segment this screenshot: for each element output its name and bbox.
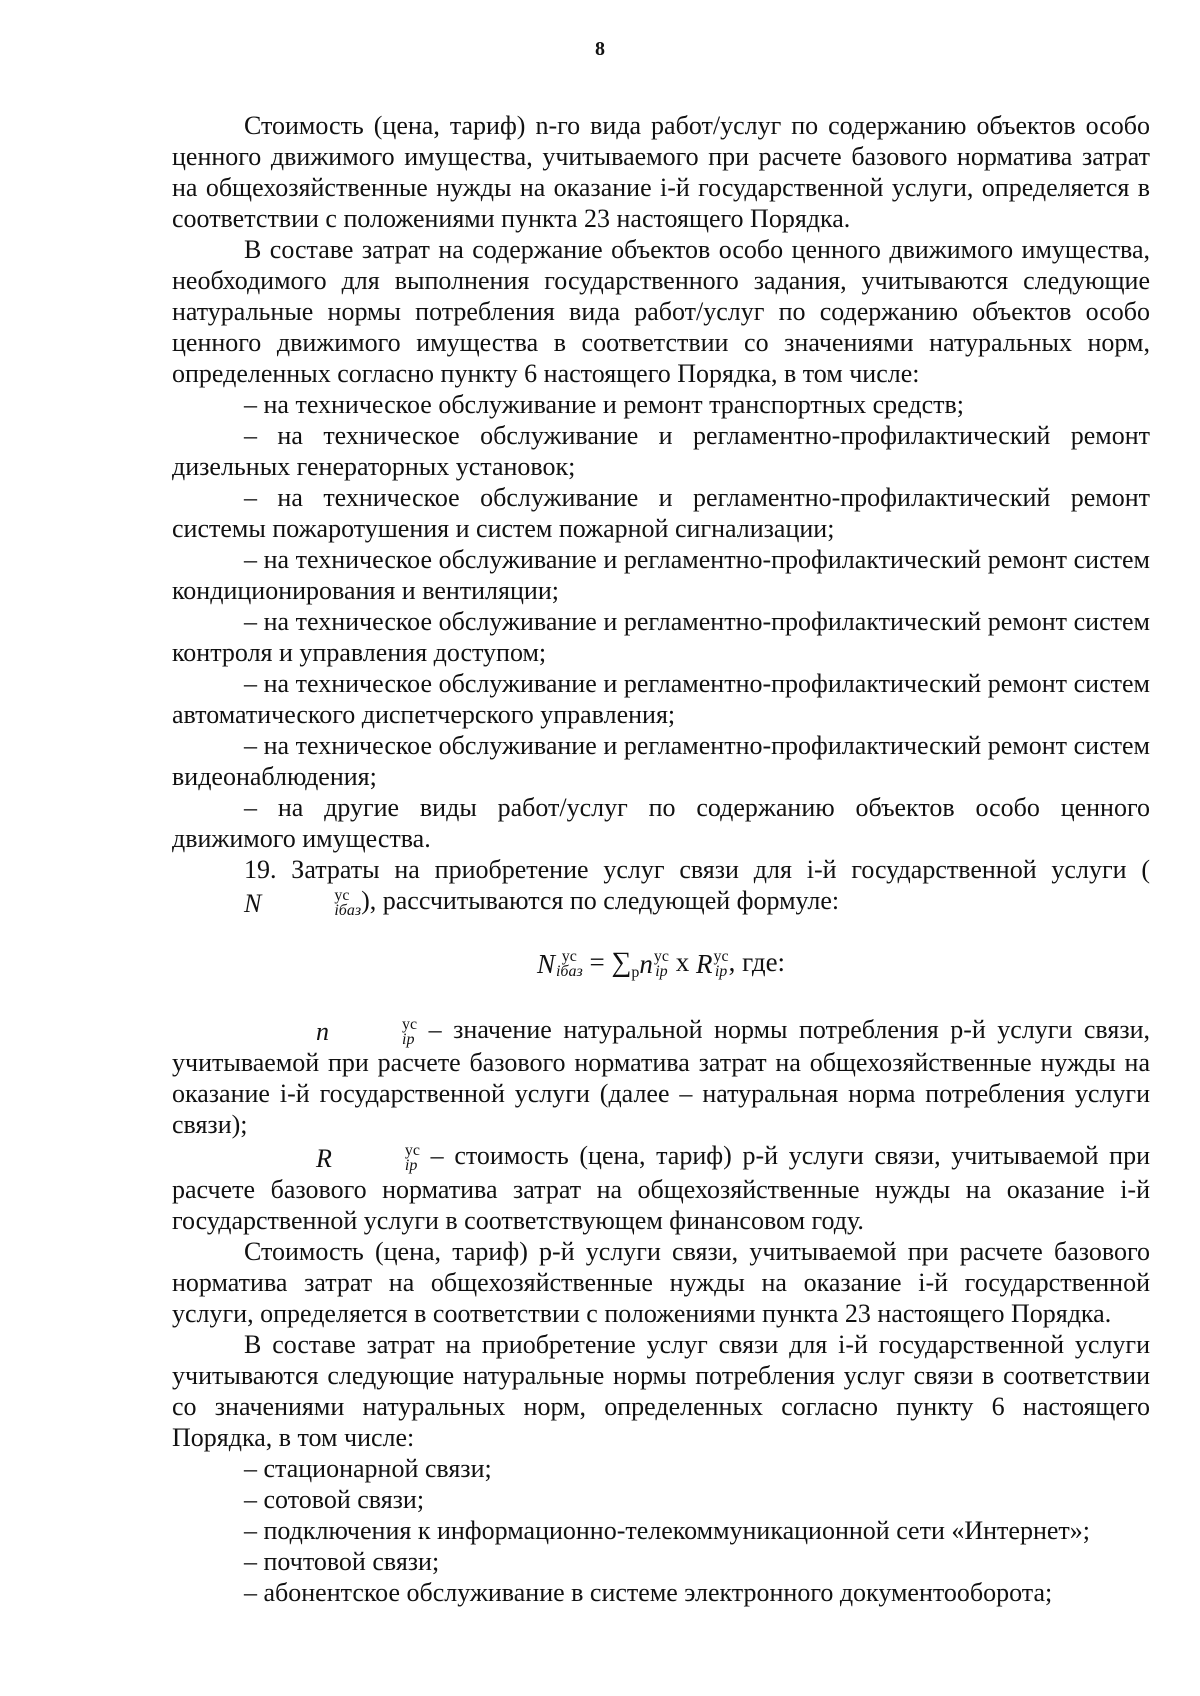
paragraph-cost-osobo: Стоимость (цена, тариф) n-го вида работ/услуг по содержанию объектов особо ценного движимого имущества, учитываемого при расчете базового норматива затрат на общехозяйственные нужды на оказание i-й государственной услуги, определяется в соответствии с положениями пункта 23 настоящего Порядка. xyxy=(172,111,1150,233)
paragraph-19 xyxy=(172,854,1150,919)
symbol-letter: N xyxy=(536,949,555,980)
page-number: 8 xyxy=(595,38,605,60)
list-item: – на техническое обслуживание и регламентно-профилактический ремонт дизельных генераторных установок; xyxy=(172,421,1150,481)
symbol-r-ip xyxy=(244,1143,420,1174)
symbol-sub: iбаз xyxy=(334,902,362,920)
list-item: – на техническое обслуживание и регламентно-профилактический ремонт систем автоматического диспетчерского управления; xyxy=(172,669,1150,729)
paragraph-cost-communication: Стоимость (цена, тариф) p-й услуги связи, учитываемой при расчете базового норматива затрат на общехозяйственные нужды на оказание i-й государственной услуги, определяется в соответствии с положениями пункта 23 настоящего Порядка. xyxy=(172,1236,1150,1328)
symbol-sup: ус xyxy=(713,948,729,966)
paragraph-19-text: 19. Затраты на приобретение услуг связи для i-й государственной услуги ( xyxy=(244,855,1150,884)
list-item: – сотовой связи; xyxy=(244,1484,425,1514)
symbol-sub: ip xyxy=(714,963,728,981)
symbol-letter: R xyxy=(696,949,713,980)
definition-r xyxy=(172,1140,1150,1236)
symbol-sub: ip xyxy=(402,1030,415,1048)
list-item: – на техническое обслуживание и ремонт транспортных средств; xyxy=(244,390,964,419)
paragraph-composition-osobo: В составе затрат на содержание объектов особо ценного движимого имущества, необходимого для выполнения государственного задания, учитываются следующие натуральные нормы потребления вида работ/услуг по содержанию объектов особо ценного движимого имущества в соответствии со значениями натуральных норм, определенных согласно пункту 6 настоящего Порядка, в том числе: xyxy=(172,235,1150,388)
list-item: – подключения к информационно-телекоммуникационной сети «Интернет»; xyxy=(244,1515,1091,1545)
formula xyxy=(172,945,1150,990)
symbol-sup: ус xyxy=(653,948,669,966)
formula-symbol-r-ip xyxy=(696,947,729,981)
symbol-letter: R xyxy=(316,1143,332,1173)
formula-symbol-n-ibaz xyxy=(537,947,583,981)
definition-r-text: – стоимость (цена, тариф) p-й услуги связи, учитываемой при расчете базового норматива затрат на общехозяйственные нужды на оказание i-й государственной услуги в соответствующем финансовом году. xyxy=(172,1141,1150,1235)
definition-n-text: – значение натуральной нормы потребления p-й услуги связи, учитываемой при расчете базового норматива затрат на общехозяйственные нужды на оказание i-й государственной услуги (далее – натуральная норма потребления услуги связи); xyxy=(172,1014,1150,1140)
symbol-letter: n xyxy=(316,1017,329,1047)
symbol-n-ibaz-inline xyxy=(172,888,361,919)
list-item: – стационарной связи; xyxy=(244,1453,492,1483)
symbol-sub: iбаз xyxy=(555,963,583,981)
document-body xyxy=(172,110,1150,1608)
formula-symbol-n-ip xyxy=(639,947,669,981)
symbol-letter: n xyxy=(639,949,653,980)
formula-equals: = xyxy=(582,946,612,977)
formula-where: , где: xyxy=(728,946,786,977)
paragraph-composition-communication: В составе затрат на приобретение услуг связи для i-й государственной услуги учитываются следующие натуральные нормы потребления услуг связи в соответствии со значениями натуральных норм, определенных согласно пункту 6 настоящего Порядка, в том числе: xyxy=(172,1329,1150,1452)
sum-sign-icon: ∑ xyxy=(611,946,632,978)
list-item: – на техническое обслуживание и регламентно-профилактический ремонт систем кондиционирования и вентиляции; xyxy=(172,545,1150,605)
symbol-sub: ip xyxy=(655,963,668,981)
list-item: – на техническое обслуживание и регламентно-профилактический ремонт системы пожаротушения и систем пожарной сигнализации; xyxy=(172,483,1150,543)
symbol-n-ip xyxy=(244,1016,417,1047)
symbol-sup: ус xyxy=(402,1015,418,1033)
sum-subscript: p xyxy=(631,963,640,981)
symbol-letter: N xyxy=(244,888,262,918)
paragraph-19-tail: ), рассчитываются по следующей формуле: xyxy=(361,886,840,915)
list-item: – на техническое обслуживание и регламентно-профилактический ремонт систем видеонаблюдения; xyxy=(172,731,1150,791)
symbol-sup: ус xyxy=(404,1142,420,1160)
symbol-sup: ус xyxy=(334,887,350,905)
symbol-sup: ус xyxy=(561,948,577,966)
list-item: – на техническое обслуживание и регламентно-профилактический ремонт систем контроля и управления доступом; xyxy=(172,607,1150,667)
definition-n xyxy=(172,1014,1150,1141)
list-item: – на другие виды работ/услуг по содержанию объектов особо ценного движимого имущества. xyxy=(172,793,1150,853)
list-item: – почтовой связи; xyxy=(244,1546,440,1576)
symbol-sub: ip xyxy=(404,1157,418,1175)
list-item: – абонентское обслуживание в системе электронного документооборота; xyxy=(244,1577,1053,1607)
formula-times: x xyxy=(669,946,696,977)
